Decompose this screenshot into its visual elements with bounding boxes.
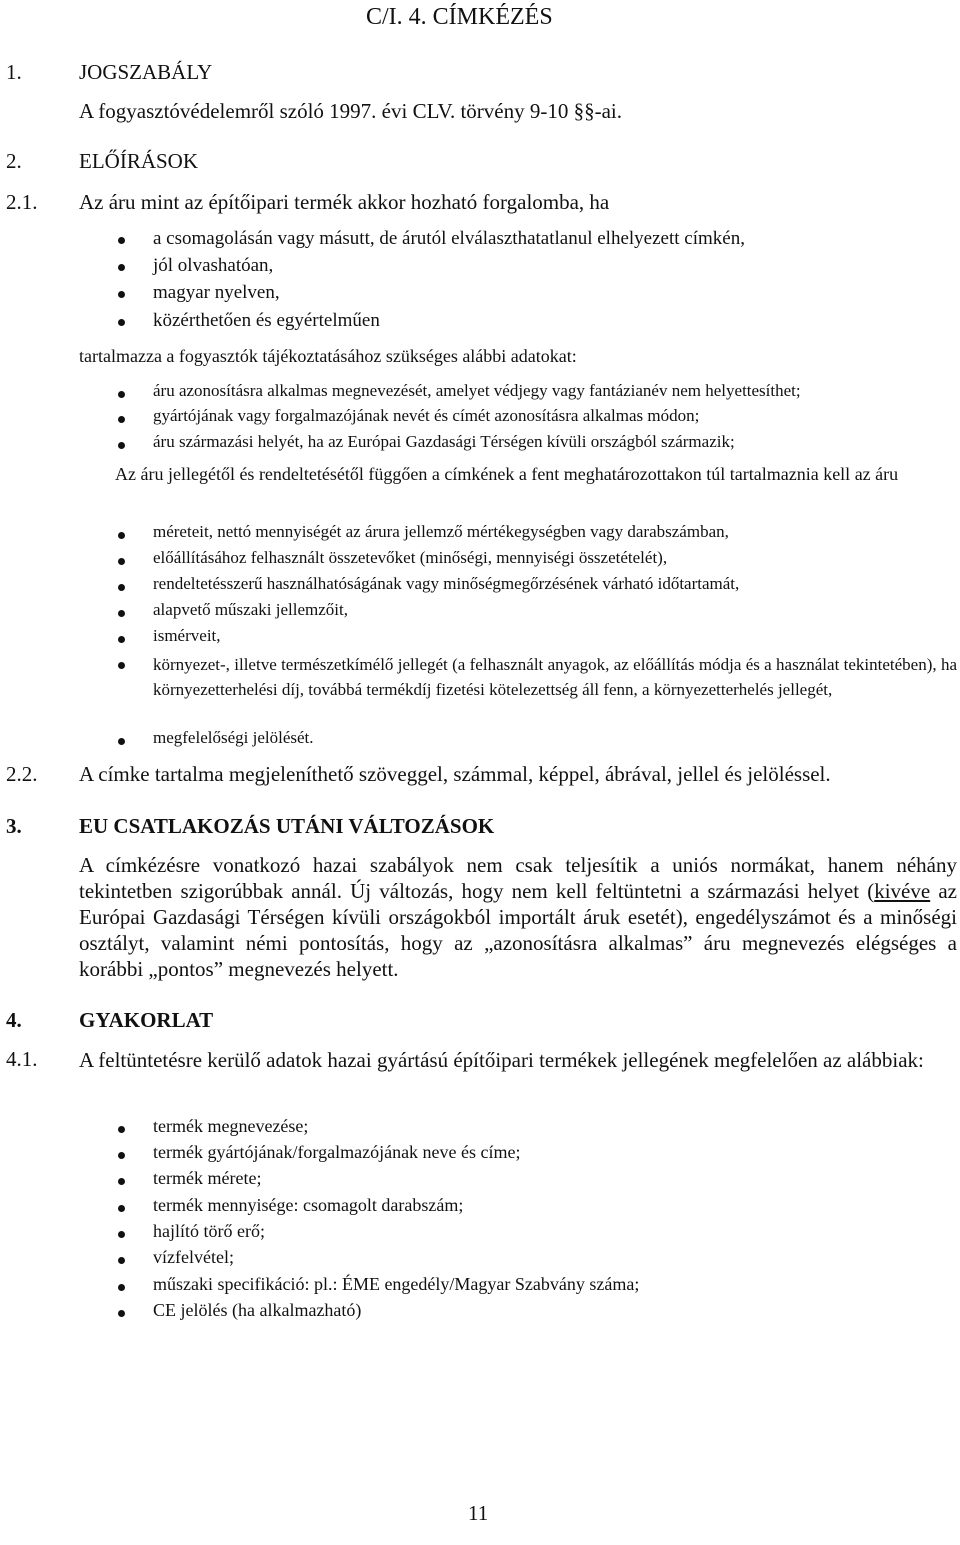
section-2-heading: ELŐÍRÁSOK: [79, 149, 198, 173]
practice-item: hajlító törő erő;: [153, 1221, 265, 1241]
section-2-2-text: A címke tartalma megjeleníthető szöveggel, számmal, képpel, ábrával, jellel és jelöléssel.: [79, 762, 831, 786]
section-3-number: 3.: [6, 814, 22, 838]
section-3-heading: EU CSATLAKOZÁS UTÁNI VÁLTOZÁSOK: [79, 814, 495, 838]
bullet-icon: [118, 1152, 125, 1159]
data-item: gyártójának vagy forgalmazójának nevét és címét azonosításra alkalmas módon;: [153, 406, 700, 425]
section-1-text: A fogyasztóvédelemről szóló 1997. évi CLV. törvény 9-10 §§-ai.: [79, 99, 622, 123]
bullet-icon: [118, 1257, 125, 1264]
page-title: C/I. 4. CÍMKÉZÉS: [366, 4, 553, 30]
bullet-icon: [118, 1310, 125, 1317]
extra-item: ismérveit,: [153, 626, 221, 645]
extra-item: méreteit, nettó mennyiségét az árura jellemző mértékegységben vagy darabszámban,: [153, 522, 729, 541]
bullet-icon: [118, 291, 125, 298]
section-4-1-number: 4.1.: [6, 1047, 38, 1071]
bullet-icon: [118, 1126, 125, 1133]
section-1-number: 1.: [6, 60, 22, 84]
bullet-icon: [118, 1284, 125, 1291]
bullet-icon: [118, 636, 125, 643]
section-4-1-text: A feltüntetésre kerülő adatok hazai gyártású építőipari termékek jellegének megfelelően az alábbiak:: [79, 1048, 924, 1072]
condition-item: a csomagolásán vagy másutt, de árutól elválaszthatatlanul elhelyezett címkén,: [153, 228, 745, 249]
bullet-icon: [118, 584, 125, 591]
extra-intro: Az áru jellegétől és rendeltetésétől függően a címkének a fent meghatározottakon túl tartalmaznia kell az áru: [115, 464, 899, 484]
practice-item: CE jelölés (ha alkalmazható): [153, 1300, 362, 1320]
practice-item: termék mérete;: [153, 1168, 262, 1188]
extra-item: előállításához felhasznált összetevőket (minőségi, mennyiségi összetételét),: [153, 548, 668, 567]
bullet-icon: [118, 738, 125, 745]
bullet-icon: [118, 1178, 125, 1185]
practice-item: termék megnevezése;: [153, 1116, 309, 1136]
paragraph-part: az Európai Gazdasági Térségen kívüli országokból importált áruk esetét), engedélyszámot és a minőségi osztályt, valamint némi pontosítás, hogy az „azonosításra alkalmas” áru megnevezés elégséges a korábbi „pontos” megnevezés helyett.: [79, 879, 957, 981]
underlined-word: kivéve: [874, 879, 931, 903]
condition-item: jól olvashatóan,: [153, 255, 274, 276]
bullet-icon: [118, 1205, 125, 1212]
extra-item: alapvető műszaki jellemzőit,: [153, 600, 348, 619]
section-2-1-intro: Az áru mint az építőipari termék akkor hozható forgalomba, ha: [79, 190, 610, 214]
section-3-paragraph: [79, 852, 957, 982]
condition-item: magyar nyelven,: [153, 282, 280, 303]
extra-item: környezet-, illetve természetkímélő jellegét (a felhasznált anyagok, az előállítás módja és a használat tekintetében), ha környezetterhelési díj, továbbá termékdíj fizetési kötelezettség áll fenn, a környezetterhelés jellegét,: [153, 655, 957, 699]
practice-item: vízfelvétel;: [153, 1247, 234, 1267]
bullet-icon: [118, 264, 125, 271]
page-number: 11: [468, 1501, 489, 1525]
bullet-icon: [118, 662, 125, 669]
bullet-icon: [118, 1231, 125, 1238]
bullet-icon: [118, 558, 125, 565]
data-item: áru azonosításra alkalmas megnevezését, amelyet védjegy vagy fantázianév nem helyettesíthet;: [153, 381, 801, 400]
paragraph-part: A címkézésre vonatkozó hazai szabályok nem csak teljesítik a uniós normákat, hanem néhány tekintetben szigorúbbak annál. Új változás, hogy nem kell feltüntetni a származási helyet (: [79, 853, 957, 903]
section-1-heading: JOGSZABÁLY: [79, 60, 213, 84]
section-2-1-number: 2.1.: [6, 190, 38, 214]
bullet-icon: [118, 319, 125, 326]
practice-item: termék gyártójának/forgalmazójának neve és címe;: [153, 1142, 521, 1162]
practice-item: termék mennyisége: csomagolt darabszám;: [153, 1195, 464, 1215]
extra-item: megfelelőségi jelölését.: [153, 728, 314, 747]
practice-item: műszaki specifikáció: pl.: ÉME engedély/Magyar Szabvány száma;: [153, 1274, 640, 1294]
extra-item: rendeltetésszerű használhatóságának vagy minőségmegőrzésének várható időtartamát,: [153, 574, 740, 593]
bullet-icon: [118, 237, 125, 244]
bullet-icon: [118, 610, 125, 617]
bullet-icon: [118, 391, 125, 398]
bullet-icon: [118, 532, 125, 539]
bullet-icon: [118, 416, 125, 423]
condition-item: közérthetően és egyértelműen: [153, 310, 380, 331]
data-item: áru származási helyét, ha az Európai Gazdasági Térségen kívüli országból származik;: [153, 432, 735, 451]
section-4-number: 4.: [6, 1008, 22, 1032]
bullet-icon: [118, 442, 125, 449]
section-2-2-number: 2.2.: [6, 762, 38, 786]
section-4-heading: GYAKORLAT: [79, 1008, 214, 1032]
contains-text: tartalmazza a fogyasztók tájékoztatásához szükséges alábbi adatokat:: [79, 346, 577, 366]
section-2-number: 2.: [6, 149, 22, 173]
